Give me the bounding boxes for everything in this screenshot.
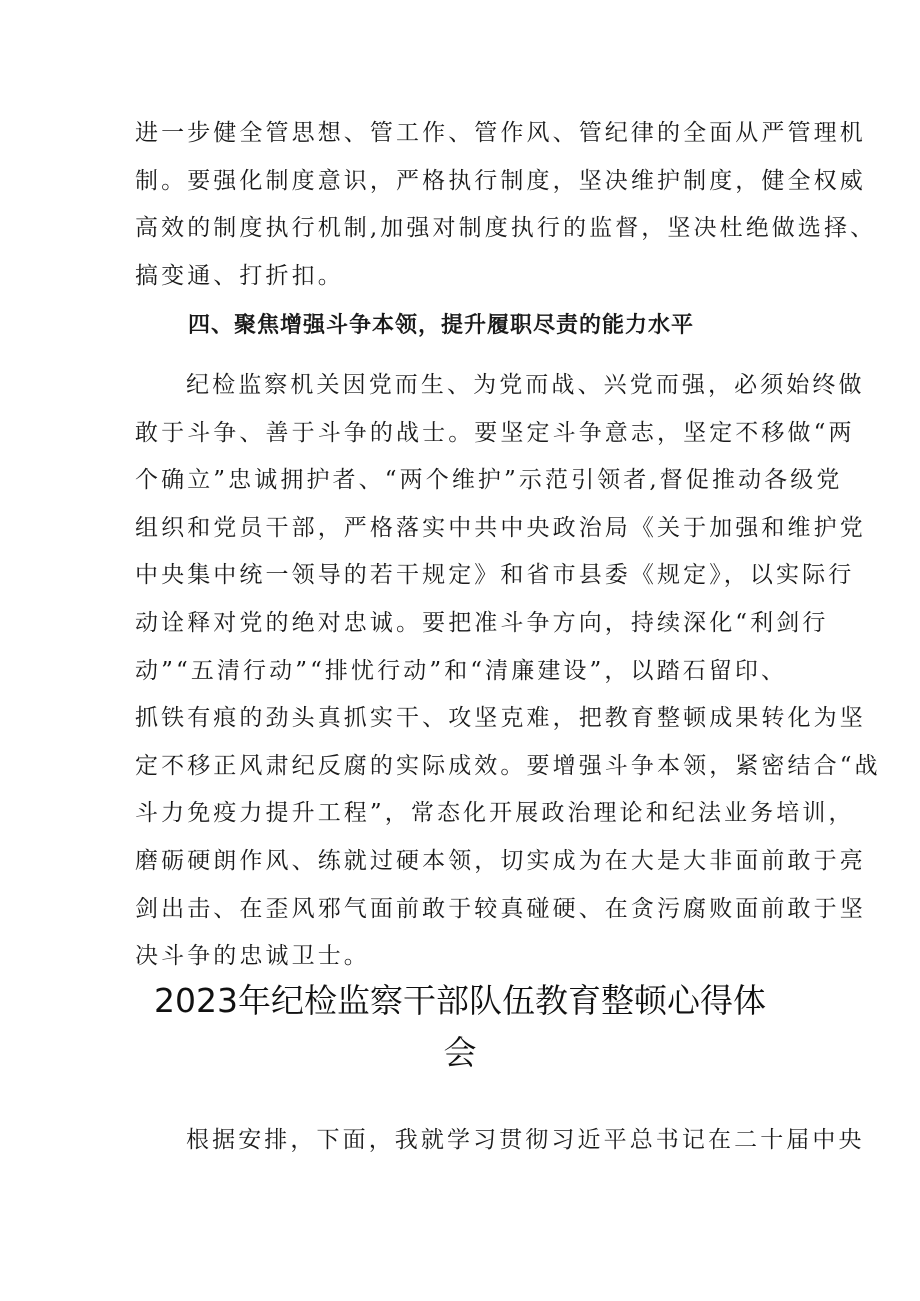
section-heading: 四、聚焦增强斗争本领，提升履职尽责的能力水平 [188,313,695,338]
paragraph-intro [135,1117,865,1165]
text-line: 动”“五清行动”“排忧行动”和“清廉建设”，以踏石留印、 [135,657,788,684]
text-line: 根据安排，下面，我就学习贯彻习近平总书记在二十届中央 [186,1127,865,1153]
text-line: 抓铁有痕的劲头真抓实干、攻坚克难，把教育整顿成果转化为坚 [135,705,866,732]
document-title [110,975,810,1079]
text-line: 斗力免疫力提升工程”，常态化开展政治理论和纪法业务培训， [135,800,855,827]
text-line: 制。要强化制度意识，严格执行制度，坚决维护制度，健全权威 [135,167,866,194]
text-line: 磨砺硬朗作风、练就过硬本领，切实成为在大是大非面前敢于亮 [135,847,866,874]
text-line: 定不移正风肃纪反腐的实际成效。要增强斗争本领，紧密结合“战 [135,752,881,779]
text-line: 剑出击、在歪风邪气面前敢于较真碰硬、在贪污腐败面前敢于坚 [135,895,866,922]
text-line: 纪检监察机关因党而生、为党而战、兴党而强，必须始终做 [186,372,865,398]
text-line: 高效的制度执行机制,加强对制度执行的监督，坚决杜绝做选择、 [135,215,877,242]
paragraph-continued [135,110,877,300]
title-line: 2023年纪检监察干部队伍教育整顿心得体 [154,981,766,1020]
title-line: 会 [443,1033,477,1072]
text-line: 个确立”忠诚拥护者、“两个维护”示范引领者,督促推动各级党 [135,467,843,494]
text-line: 进一步健全管思想、管工作、管作风、管纪律的全面从严管理机 [135,120,866,146]
text-line: 搞变通、打折扣。 [135,262,344,289]
text-line: 动诠释对党的绝对忠诚。要把准斗争方向，持续深化“利剑行 [135,609,829,636]
text-line: 决斗争的忠诚卫士。 [135,943,370,970]
text-line: 组织和党员干部，严格落实中共中央政治局《关于加强和维护党 [135,514,866,541]
paragraph-section-four [135,362,881,981]
text-line: 敢于斗争、善于斗争的战士。要坚定斗争意志，坚定不移做“两 [135,419,855,446]
text-line: 中央集中统一领导的若干规定》和省市县委《规定》，以实际行 [135,562,855,589]
